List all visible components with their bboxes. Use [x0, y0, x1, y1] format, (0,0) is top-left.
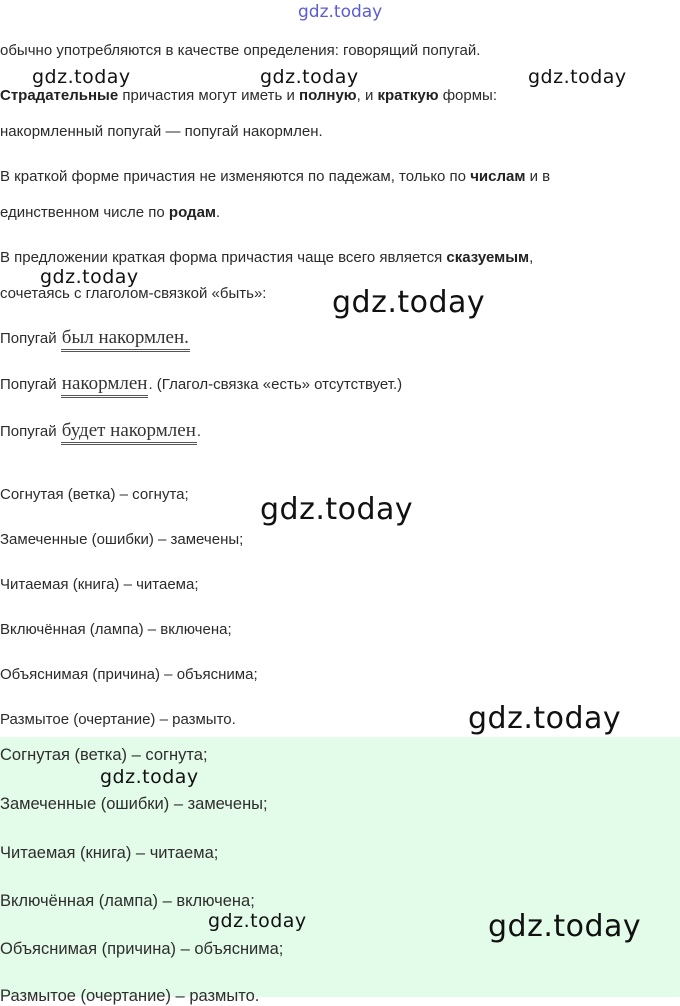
bold-term: краткую	[377, 87, 439, 104]
answer-item: Замеченные (ошибки) – замечены;	[0, 531, 244, 548]
predicate-handwritten: был накормлен.	[61, 327, 190, 352]
example-line	[0, 328, 190, 349]
example-line	[0, 421, 201, 442]
text: Попугай	[0, 423, 61, 440]
text: единственном числе по	[0, 204, 169, 221]
answer-box-item: Размытое (очертание) – размыто.	[0, 987, 260, 1005]
answer-box-item: Замеченные (ошибки) – замечены;	[0, 795, 268, 813]
watermark: gdz.today	[40, 266, 139, 288]
text-line: накормленный попугай — попугай накормлен.	[0, 123, 323, 140]
bold-term: сказуемым	[446, 249, 530, 266]
text: .	[216, 204, 221, 221]
watermark: gdz.today	[260, 66, 359, 88]
text: , и	[356, 87, 378, 104]
bold-term: числам	[470, 168, 526, 185]
text: .	[196, 423, 202, 440]
answer-item: Размытое (очертание) – размыто.	[0, 711, 236, 728]
text: . (Глагол-связка «есть» отсутствует.)	[148, 376, 403, 393]
answer-item: Включённая (лампа) – включена;	[0, 621, 232, 638]
example-line	[0, 374, 402, 395]
watermark: gdz.today	[32, 66, 131, 88]
text: Попугай	[0, 330, 61, 347]
answer-item: Согнутая (ветка) – согнута;	[0, 486, 189, 503]
watermark: gdz.today	[298, 2, 383, 22]
text: причастия могут иметь и	[118, 87, 300, 104]
answer-item: Объяснимая (причина) – объяснима;	[0, 666, 258, 683]
watermark: gdz.today	[488, 909, 642, 944]
text-line	[0, 167, 550, 187]
predicate-handwritten: будет накормлен	[61, 420, 197, 445]
text: и в	[525, 168, 551, 185]
text: В краткой форме причастия не изменяются по падежам, только по	[0, 168, 471, 185]
watermark: gdz.today	[528, 66, 627, 88]
text-line	[0, 248, 533, 268]
watermark: gdz.today	[100, 766, 199, 788]
answer-box-item: Читаемая (книга) – читаема;	[0, 844, 219, 862]
text: В предложении краткая форма причастия чаще всего является	[0, 249, 447, 266]
answer-box-item: Согнутая (ветка) – согнута;	[0, 746, 208, 764]
watermark: gdz.today	[208, 910, 307, 932]
answer-item: Читаемая (книга) – читаема;	[0, 576, 199, 593]
text-line	[0, 86, 497, 106]
watermark: gdz.today	[260, 492, 414, 527]
watermark: gdz.today	[468, 701, 622, 736]
bold-term: родам	[168, 204, 217, 221]
text-line	[0, 203, 220, 223]
text-line: сочетаясь с глаголом-связкой «быть»:	[0, 285, 267, 302]
predicate-handwritten: накормлен	[61, 373, 149, 398]
bold-term: полную	[299, 87, 357, 104]
answer-box-item: Объяснимая (причина) – объяснима;	[0, 940, 284, 958]
text: формы:	[438, 87, 497, 104]
text-line: обычно употребляются в качестве определения: говорящий попугай.	[0, 42, 481, 59]
answer-box-item: Включённая (лампа) – включена;	[0, 892, 255, 910]
text: ,	[529, 249, 534, 266]
watermark: gdz.today	[332, 285, 486, 320]
text: Попугай	[0, 376, 61, 393]
bold-term: Страдательные	[0, 87, 119, 104]
